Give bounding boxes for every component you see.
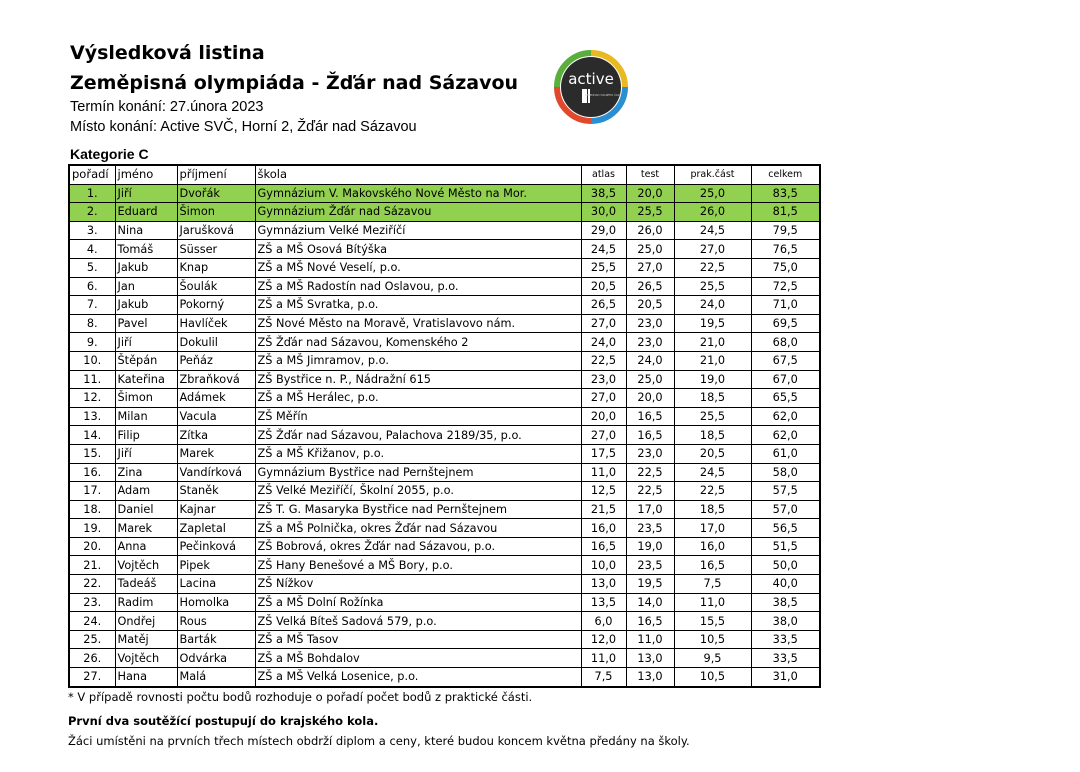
cell-practical: 21,0 — [674, 351, 751, 370]
cell-practical: 17,0 — [674, 519, 751, 538]
table-row — [69, 537, 820, 556]
table-row — [69, 203, 820, 222]
cell-atlas: 20,5 — [581, 277, 626, 296]
cell-rank: 24. — [69, 612, 115, 631]
cell-atlas: 13,0 — [581, 575, 626, 594]
cell-first-name: Jakub — [115, 296, 177, 315]
cell-test: 14,0 — [626, 593, 674, 612]
cell-test: 26,5 — [626, 277, 674, 296]
cell-practical: 22,5 — [674, 482, 751, 501]
table-row — [69, 556, 820, 575]
cell-rank: 10. — [69, 351, 115, 370]
cell-last-name: Šoulák — [177, 277, 255, 296]
cell-test: 16,5 — [626, 612, 674, 631]
cell-first-name: Štěpán — [115, 351, 177, 370]
cell-school: Gymnázium Velké Meziříčí — [255, 221, 581, 240]
cell-test: 25,5 — [626, 203, 674, 222]
cell-total: 58,0 — [751, 463, 820, 482]
cell-rank: 1. — [69, 184, 115, 203]
cell-rank: 18. — [69, 500, 115, 519]
cell-total: 38,5 — [751, 593, 820, 612]
cell-first-name: Pavel — [115, 314, 177, 333]
cell-last-name: Jarušková — [177, 221, 255, 240]
table-row — [69, 575, 820, 594]
cell-school: ZŠ a MŠ Tasov — [255, 630, 581, 649]
cell-last-name: Pipek — [177, 556, 255, 575]
document-title: Výsledková listina — [70, 42, 265, 64]
cell-last-name: Peňáz — [177, 351, 255, 370]
cell-school: ZŠ a MŠ Velká Losenice, p.o. — [255, 668, 581, 687]
active-logo — [551, 50, 631, 124]
cell-atlas: 21,5 — [581, 500, 626, 519]
cell-school: ZŠ Nové Město na Moravě, Vratislavovo nám. — [255, 314, 581, 333]
cell-first-name: Hana — [115, 668, 177, 687]
cell-test: 19,5 — [626, 575, 674, 594]
cell-first-name: Milan — [115, 407, 177, 426]
cell-test: 23,0 — [626, 314, 674, 333]
cell-atlas: 16,5 — [581, 537, 626, 556]
cell-school: ZŠ a MŠ Dolní Rožínka — [255, 593, 581, 612]
cell-first-name: Zina — [115, 463, 177, 482]
cell-practical: 19,0 — [674, 370, 751, 389]
cell-total: 51,5 — [751, 537, 820, 556]
table-row — [69, 482, 820, 501]
cell-test: 16,5 — [626, 407, 674, 426]
cell-practical: 25,0 — [674, 184, 751, 203]
cell-last-name: Marek — [177, 444, 255, 463]
table-row — [69, 296, 820, 315]
cell-first-name: Anna — [115, 537, 177, 556]
cell-atlas: 16,0 — [581, 519, 626, 538]
cell-total: 68,0 — [751, 333, 820, 352]
cell-first-name: Eduard — [115, 203, 177, 222]
col-header-test: test — [626, 165, 674, 184]
table-row — [69, 240, 820, 259]
cell-atlas: 24,0 — [581, 333, 626, 352]
cell-last-name: Pečinková — [177, 537, 255, 556]
cell-practical: 25,5 — [674, 407, 751, 426]
table-row — [69, 407, 820, 426]
cell-last-name: Dvořák — [177, 184, 255, 203]
cell-last-name: Zítka — [177, 426, 255, 445]
cell-school: ZŠ a MŠ Polnička, okres Žďár nad Sázavou — [255, 519, 581, 538]
cell-school: ZŠ Velká Bíteš Sadová 579, p.o. — [255, 612, 581, 631]
cell-practical: 10,5 — [674, 630, 751, 649]
col-header-atlas: atlas — [581, 165, 626, 184]
cell-practical: 24,5 — [674, 221, 751, 240]
cell-test: 20,5 — [626, 296, 674, 315]
cell-test: 25,0 — [626, 370, 674, 389]
table-header-row — [69, 165, 820, 184]
table-row — [69, 444, 820, 463]
cell-total: 40,0 — [751, 575, 820, 594]
cell-last-name: Staněk — [177, 482, 255, 501]
table-row — [69, 333, 820, 352]
cell-total: 83,5 — [751, 184, 820, 203]
cell-total: 62,0 — [751, 407, 820, 426]
cell-school: ZŠ a MŠ Svratka, p.o. — [255, 296, 581, 315]
cell-test: 23,0 — [626, 333, 674, 352]
cell-atlas: 24,5 — [581, 240, 626, 259]
cell-practical: 27,0 — [674, 240, 751, 259]
col-header-last-name: příjmení — [177, 165, 255, 184]
cell-practical: 9,5 — [674, 649, 751, 668]
table-body — [69, 184, 820, 687]
cell-last-name: Süsser — [177, 240, 255, 259]
cell-last-name: Adámek — [177, 389, 255, 408]
cell-test: 22,5 — [626, 482, 674, 501]
cell-first-name: Ondřej — [115, 612, 177, 631]
cell-atlas: 30,0 — [581, 203, 626, 222]
cell-total: 50,0 — [751, 556, 820, 575]
cell-rank: 17. — [69, 482, 115, 501]
cell-atlas: 22,5 — [581, 351, 626, 370]
table-row — [69, 314, 820, 333]
cell-atlas: 12,0 — [581, 630, 626, 649]
cell-first-name: Vojtěch — [115, 556, 177, 575]
table-row — [69, 426, 820, 445]
cell-total: 72,5 — [751, 277, 820, 296]
cell-test: 23,5 — [626, 519, 674, 538]
cell-first-name: Tadeáš — [115, 575, 177, 594]
cell-total: 65,5 — [751, 389, 820, 408]
cell-rank: 21. — [69, 556, 115, 575]
cell-total: 62,0 — [751, 426, 820, 445]
table-row — [69, 277, 820, 296]
awards-note: Žáci umístěni na prvních třech místech obdrží diplom a ceny, které budou koncem května předány na školy. — [68, 734, 690, 748]
cell-rank: 20. — [69, 537, 115, 556]
document-subtitle: Zeměpisná olympiáda - Žďár nad Sázavou — [70, 72, 519, 94]
table-row — [69, 184, 820, 203]
cell-test: 13,0 — [626, 649, 674, 668]
cell-practical: 20,5 — [674, 444, 751, 463]
table-row — [69, 221, 820, 240]
cell-last-name: Vacula — [177, 407, 255, 426]
cell-school: ZŠ T. G. Masaryka Bystřice nad Pernštejnem — [255, 500, 581, 519]
cell-school: ZŠ Nížkov — [255, 575, 581, 594]
cell-last-name: Vandírková — [177, 463, 255, 482]
cell-atlas: 26,5 — [581, 296, 626, 315]
cell-rank: 27. — [69, 668, 115, 687]
cell-rank: 11. — [69, 370, 115, 389]
cell-total: 33,5 — [751, 649, 820, 668]
table-row — [69, 649, 820, 668]
table-row — [69, 630, 820, 649]
cell-first-name: Jiří — [115, 444, 177, 463]
cell-last-name: Kajnar — [177, 500, 255, 519]
advance-note: První dva soutěžící postupují do krajského kola. — [68, 714, 379, 728]
cell-school: ZŠ Měřín — [255, 407, 581, 426]
cell-total: 57,5 — [751, 482, 820, 501]
place-line: Místo konání: Active SVČ, Horní 2, Žďár nad Sázavou — [70, 119, 417, 135]
cell-first-name: Matěj — [115, 630, 177, 649]
cell-rank: 19. — [69, 519, 115, 538]
cell-school: ZŠ Bystřice n. P., Nádražní 615 — [255, 370, 581, 389]
cell-last-name: Havlíček — [177, 314, 255, 333]
cell-atlas: 7,5 — [581, 668, 626, 687]
cell-rank: 26. — [69, 649, 115, 668]
cell-last-name: Odvárka — [177, 649, 255, 668]
cell-last-name: Barták — [177, 630, 255, 649]
cell-first-name: Vojtěch — [115, 649, 177, 668]
cell-school: ZŠ Žďár nad Sázavou, Komenského 2 — [255, 333, 581, 352]
cell-atlas: 10,0 — [581, 556, 626, 575]
cell-test: 23,0 — [626, 444, 674, 463]
tie-break-note: * V případě rovnosti počtu bodů rozhoduje o pořadí počet bodů z praktické části. — [68, 690, 533, 704]
cell-total: 31,0 — [751, 668, 820, 687]
cell-rank: 3. — [69, 221, 115, 240]
cell-atlas: 6,0 — [581, 612, 626, 631]
table-row — [69, 500, 820, 519]
cell-atlas: 29,0 — [581, 221, 626, 240]
cell-test: 25,0 — [626, 240, 674, 259]
cell-atlas: 27,0 — [581, 314, 626, 333]
cell-practical: 24,0 — [674, 296, 751, 315]
cell-practical: 18,5 — [674, 389, 751, 408]
cell-total: 67,0 — [751, 370, 820, 389]
cell-test: 26,0 — [626, 221, 674, 240]
table-row — [69, 370, 820, 389]
cell-last-name: Lacina — [177, 575, 255, 594]
cell-atlas: 17,5 — [581, 444, 626, 463]
cell-test: 17,0 — [626, 500, 674, 519]
cell-practical: 18,5 — [674, 426, 751, 445]
cell-school: ZŠ a MŠ Herálec, p.o. — [255, 389, 581, 408]
cell-atlas: 11,0 — [581, 463, 626, 482]
cell-rank: 6. — [69, 277, 115, 296]
cell-last-name: Pokorný — [177, 296, 255, 315]
cell-practical: 10,5 — [674, 668, 751, 687]
cell-rank: 13. — [69, 407, 115, 426]
category-heading: Kategorie C — [70, 146, 149, 162]
cell-atlas: 11,0 — [581, 649, 626, 668]
logo-text: active — [568, 70, 614, 88]
table-row — [69, 612, 820, 631]
cell-test: 20,0 — [626, 184, 674, 203]
cell-last-name: Homolka — [177, 593, 255, 612]
cell-last-name: Rous — [177, 612, 255, 631]
cell-rank: 7. — [69, 296, 115, 315]
cell-atlas: 20,0 — [581, 407, 626, 426]
table-row — [69, 389, 820, 408]
logo-subtext: STŘEDISKO VOLNÉHO ČASU — [584, 94, 622, 97]
cell-school: Gymnázium V. Makovského Nové Město na Mor. — [255, 184, 581, 203]
cell-first-name: Tomáš — [115, 240, 177, 259]
cell-rank: 16. — [69, 463, 115, 482]
table-row — [69, 351, 820, 370]
cell-total: 71,0 — [751, 296, 820, 315]
cell-school: ZŠ a MŠ Nové Veselí, p.o. — [255, 258, 581, 277]
table-row — [69, 668, 820, 687]
cell-total: 81,5 — [751, 203, 820, 222]
cell-school: ZŠ Bobrová, okres Žďár nad Sázavou, p.o. — [255, 537, 581, 556]
cell-test: 23,5 — [626, 556, 674, 575]
cell-first-name: Daniel — [115, 500, 177, 519]
cell-school: ZŠ a MŠ Osová Bítýška — [255, 240, 581, 259]
cell-practical: 11,0 — [674, 593, 751, 612]
cell-last-name: Knap — [177, 258, 255, 277]
cell-practical: 18,5 — [674, 500, 751, 519]
cell-atlas: 27,0 — [581, 389, 626, 408]
cell-test: 19,0 — [626, 537, 674, 556]
table-row — [69, 593, 820, 612]
cell-practical: 7,5 — [674, 575, 751, 594]
col-header-school: škola — [255, 165, 581, 184]
cell-test: 24,0 — [626, 351, 674, 370]
cell-last-name: Zbraňková — [177, 370, 255, 389]
cell-rank: 23. — [69, 593, 115, 612]
cell-first-name: Adam — [115, 482, 177, 501]
cell-practical: 25,5 — [674, 277, 751, 296]
cell-last-name: Malá — [177, 668, 255, 687]
cell-last-name: Dokulil — [177, 333, 255, 352]
cell-total: 69,5 — [751, 314, 820, 333]
cell-rank: 12. — [69, 389, 115, 408]
cell-first-name: Jan — [115, 277, 177, 296]
cell-rank: 2. — [69, 203, 115, 222]
table-row — [69, 519, 820, 538]
cell-first-name: Jiří — [115, 333, 177, 352]
cell-rank: 15. — [69, 444, 115, 463]
cell-atlas: 13,5 — [581, 593, 626, 612]
table-row — [69, 463, 820, 482]
cell-school: ZŠ Žďár nad Sázavou, Palachova 2189/35, p.o. — [255, 426, 581, 445]
cell-school: ZŠ Hany Benešové a MŠ Bory, p.o. — [255, 556, 581, 575]
cell-first-name: Jiří — [115, 184, 177, 203]
cell-rank: 9. — [69, 333, 115, 352]
cell-first-name: Filip — [115, 426, 177, 445]
cell-total: 57,0 — [751, 500, 820, 519]
cell-practical: 26,0 — [674, 203, 751, 222]
cell-test: 20,0 — [626, 389, 674, 408]
cell-practical: 19,5 — [674, 314, 751, 333]
cell-school: ZŠ Velké Meziříčí, Školní 2055, p.o. — [255, 482, 581, 501]
cell-test: 13,0 — [626, 668, 674, 687]
cell-first-name: Nina — [115, 221, 177, 240]
cell-school: ZŠ a MŠ Křižanov, p.o. — [255, 444, 581, 463]
cell-practical: 22,5 — [674, 258, 751, 277]
cell-rank: 22. — [69, 575, 115, 594]
cell-total: 76,5 — [751, 240, 820, 259]
cell-school: Gymnázium Žďár nad Sázavou — [255, 203, 581, 222]
cell-total: 75,0 — [751, 258, 820, 277]
cell-first-name: Radim — [115, 593, 177, 612]
cell-atlas: 23,0 — [581, 370, 626, 389]
cell-school: Gymnázium Bystřice nad Pernštejnem — [255, 463, 581, 482]
col-header-first-name: jméno — [115, 165, 177, 184]
cell-atlas: 27,0 — [581, 426, 626, 445]
cell-rank: 25. — [69, 630, 115, 649]
col-header-rank: pořadí — [69, 165, 115, 184]
cell-total: 38,0 — [751, 612, 820, 631]
cell-practical: 24,5 — [674, 463, 751, 482]
date-line: Termín konání: 27.února 2023 — [70, 99, 264, 115]
cell-test: 16,5 — [626, 426, 674, 445]
cell-practical: 15,5 — [674, 612, 751, 631]
cell-atlas: 25,5 — [581, 258, 626, 277]
cell-rank: 5. — [69, 258, 115, 277]
cell-test: 11,0 — [626, 630, 674, 649]
cell-total: 56,5 — [751, 519, 820, 538]
cell-test: 22,5 — [626, 463, 674, 482]
col-header-practical: prak.část — [674, 165, 751, 184]
cell-school: ZŠ a MŠ Radostín nad Oslavou, p.o. — [255, 277, 581, 296]
cell-first-name: Marek — [115, 519, 177, 538]
cell-rank: 8. — [69, 314, 115, 333]
cell-total: 67,5 — [751, 351, 820, 370]
cell-total: 79,5 — [751, 221, 820, 240]
table-row — [69, 258, 820, 277]
cell-total: 61,0 — [751, 444, 820, 463]
cell-first-name: Šimon — [115, 389, 177, 408]
cell-school: ZŠ a MŠ Jimramov, p.o. — [255, 351, 581, 370]
cell-practical: 21,0 — [674, 333, 751, 352]
cell-last-name: Šimon — [177, 203, 255, 222]
cell-first-name: Kateřina — [115, 370, 177, 389]
cell-school: ZŠ a MŠ Bohdalov — [255, 649, 581, 668]
cell-atlas: 38,5 — [581, 184, 626, 203]
cell-last-name: Zapletal — [177, 519, 255, 538]
results-table — [68, 164, 821, 688]
cell-practical: 16,5 — [674, 556, 751, 575]
cell-practical: 16,0 — [674, 537, 751, 556]
cell-atlas: 12,5 — [581, 482, 626, 501]
cell-first-name: Jakub — [115, 258, 177, 277]
cell-rank: 14. — [69, 426, 115, 445]
col-header-total: celkem — [751, 165, 820, 184]
cell-test: 27,0 — [626, 258, 674, 277]
cell-total: 33,5 — [751, 630, 820, 649]
cell-rank: 4. — [69, 240, 115, 259]
